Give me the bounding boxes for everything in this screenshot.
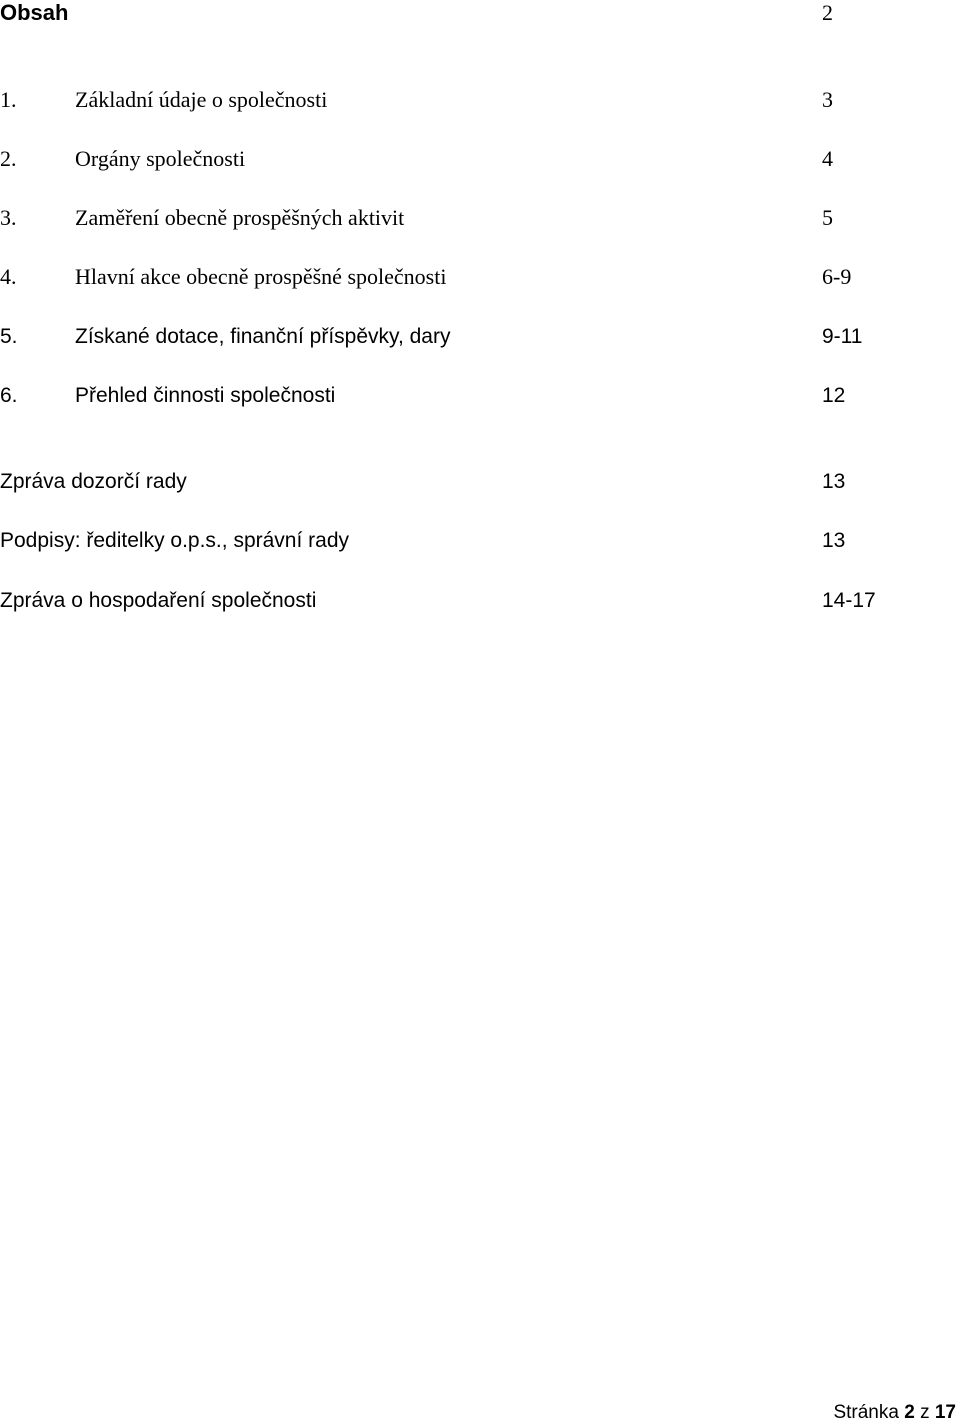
toc-entry-page: 9-11	[822, 325, 863, 348]
toc-title: Obsah	[0, 0, 69, 25]
toc-entry	[0, 323, 960, 351]
footer-total-pages: 17	[934, 1402, 956, 1423]
toc-entry	[0, 587, 960, 615]
toc-entry-page: 12	[822, 384, 846, 407]
toc-entry-number: 6.	[0, 384, 18, 407]
toc-entry-text: Zaměření obecně prospěšných aktivit	[75, 205, 405, 230]
toc-entry	[0, 527, 960, 555]
toc-entry-page: 14-17	[822, 589, 876, 612]
toc-heading	[0, 0, 960, 26]
toc-entry-number: 1.	[0, 87, 17, 112]
toc-entry-text: Získané dotace, finanční příspěvky, dary	[75, 325, 451, 348]
toc-entry-page: 6-9	[822, 264, 852, 289]
footer-separator: z	[920, 1402, 930, 1423]
toc-entry-text: Zpráva dozorčí rady	[0, 470, 187, 493]
toc-entry-text: Základní údaje o společnosti	[75, 87, 328, 112]
toc-entry-text: Podpisy: ředitelky o.p.s., správní rady	[0, 529, 349, 552]
toc-entry-number: 5.	[0, 325, 18, 348]
footer-current-page: 2	[904, 1402, 915, 1423]
toc-entry-text: Zpráva o hospodaření společnosti	[0, 589, 317, 612]
toc-entry	[0, 263, 960, 291]
footer-label: Stránka	[833, 1402, 899, 1423]
toc-entry	[0, 382, 960, 410]
toc-title-page: 2	[822, 0, 833, 25]
toc-entry-page: 5	[822, 205, 833, 230]
toc-entry	[0, 204, 960, 232]
toc-entry-text: Hlavní akce obecně prospěšné společnosti	[75, 264, 447, 289]
page-footer	[833, 1400, 956, 1426]
toc-entry	[0, 468, 960, 496]
toc-entry-number: 4.	[0, 264, 17, 289]
toc-entry	[0, 145, 960, 173]
toc-entry-text: Přehled činnosti společnosti	[75, 384, 336, 407]
toc-entry-page: 13	[822, 529, 846, 552]
toc-entry-page: 3	[822, 87, 833, 112]
toc-entry-number: 3.	[0, 205, 17, 230]
toc-entry-number: 2.	[0, 146, 17, 171]
toc-entry-page: 4	[822, 146, 833, 171]
toc-entry	[0, 86, 960, 114]
toc-entry-page: 13	[822, 470, 846, 493]
toc-entry-text: Orgány společnosti	[75, 146, 246, 171]
